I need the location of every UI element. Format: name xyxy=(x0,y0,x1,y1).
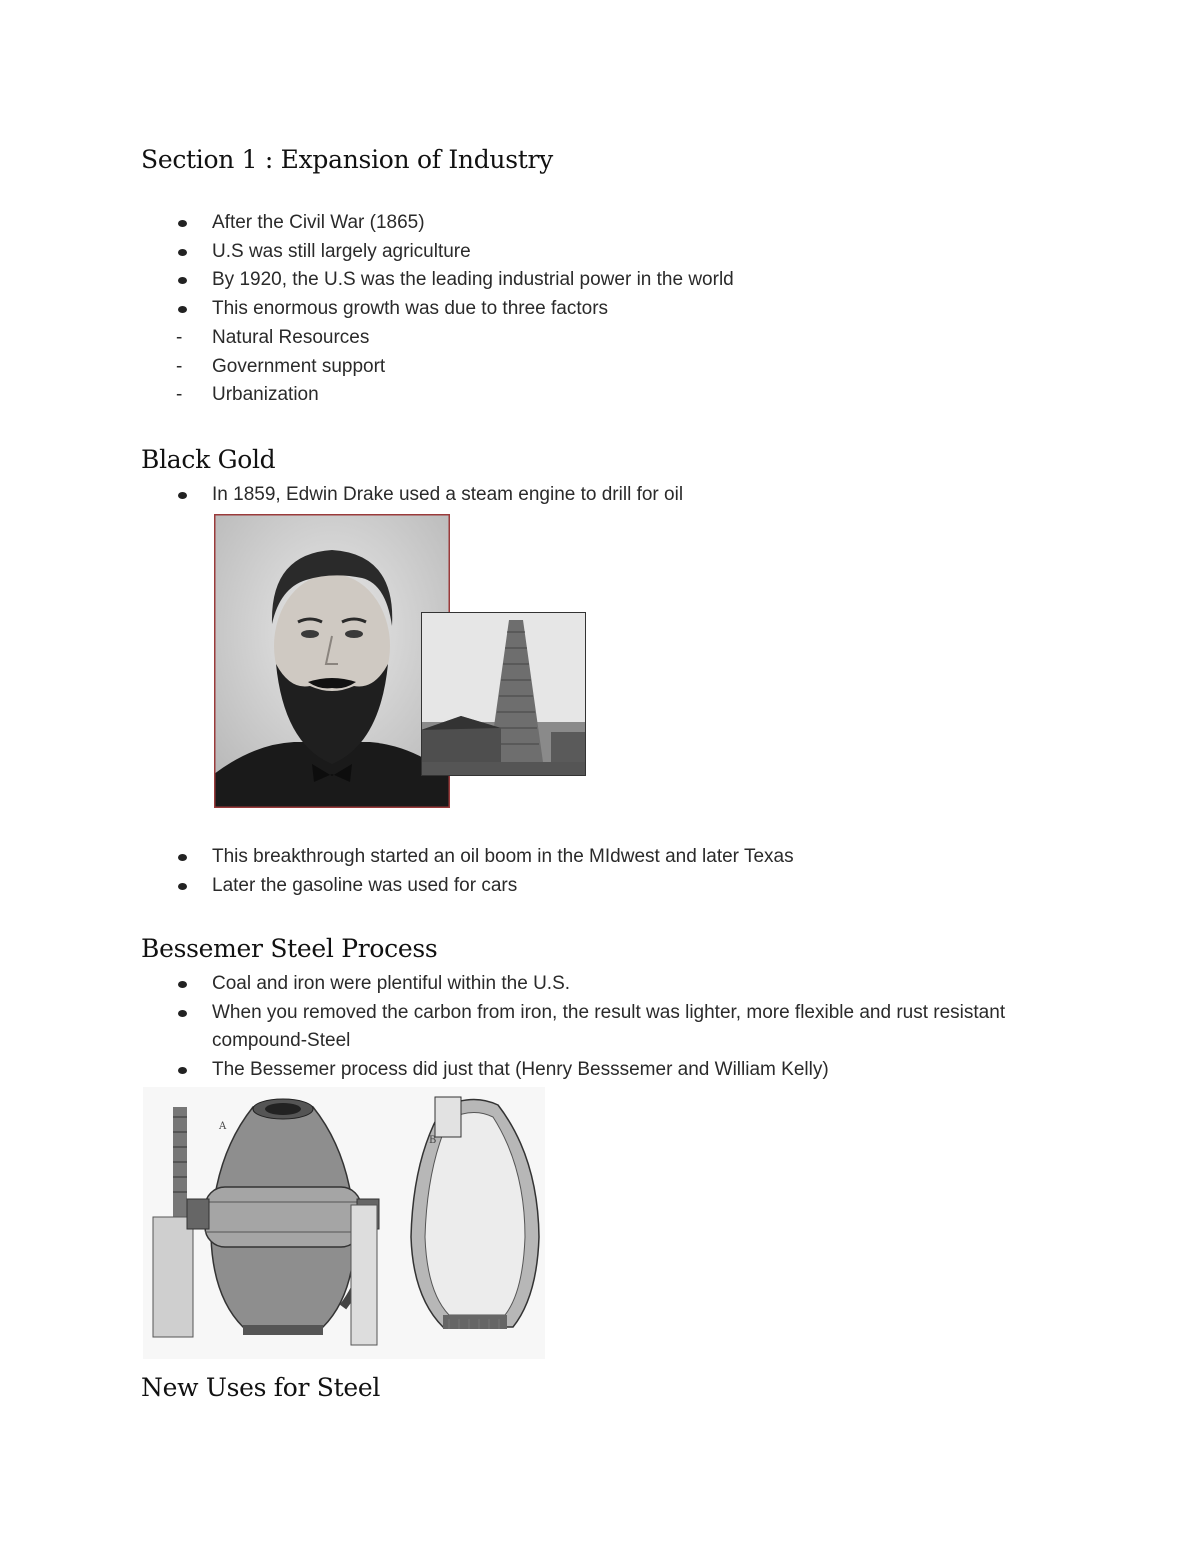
black-gold-heading: Black Gold xyxy=(141,445,276,474)
oil-derrick-image xyxy=(421,612,586,776)
list-item: Later the gasoline was used for cars xyxy=(176,872,1076,901)
svg-text:A: A xyxy=(219,1121,227,1132)
list-item: The Bessemer process did just that (Henry Besssemer and William Kelly) xyxy=(176,1056,1076,1085)
section1-list xyxy=(176,209,1076,410)
black-gold-list-2 xyxy=(176,843,1076,900)
list-item: - Government support xyxy=(176,355,386,377)
section1-heading: Section 1 : Expansion of Industry xyxy=(141,145,553,174)
bessemer-list xyxy=(176,970,1076,1085)
bessemer-heading: Bessemer Steel Process xyxy=(141,934,438,963)
new-uses-heading: New Uses for Steel xyxy=(141,1373,381,1402)
list-item: This breakthrough started an oil boom in the MIdwest and later Texas xyxy=(176,843,1076,872)
list-item: When you removed the carbon from iron, the result was lighter, more flexible and rust resistant compound-Steel xyxy=(176,999,1076,1056)
list-item: - Natural Resources xyxy=(176,326,370,348)
bessemer-converter-image xyxy=(143,1087,545,1359)
list-item: After the Civil War (1865) xyxy=(176,209,1076,238)
list-item: U.S was still largely agriculture xyxy=(176,238,1076,267)
edwin-drake-portrait-image xyxy=(214,514,450,808)
list-item: - Urbanization xyxy=(176,384,319,406)
svg-text:B: B xyxy=(429,1135,437,1146)
list-item: This enormous growth was due to three factors xyxy=(176,295,1076,324)
list-item: Coal and iron were plentiful within the U.S. xyxy=(176,970,1076,999)
list-item: By 1920, the U.S was the leading industrial power in the world xyxy=(176,266,1076,295)
list-item: In 1859, Edwin Drake used a steam engine to drill for oil xyxy=(176,481,1076,510)
black-gold-list-1 xyxy=(176,481,1076,510)
